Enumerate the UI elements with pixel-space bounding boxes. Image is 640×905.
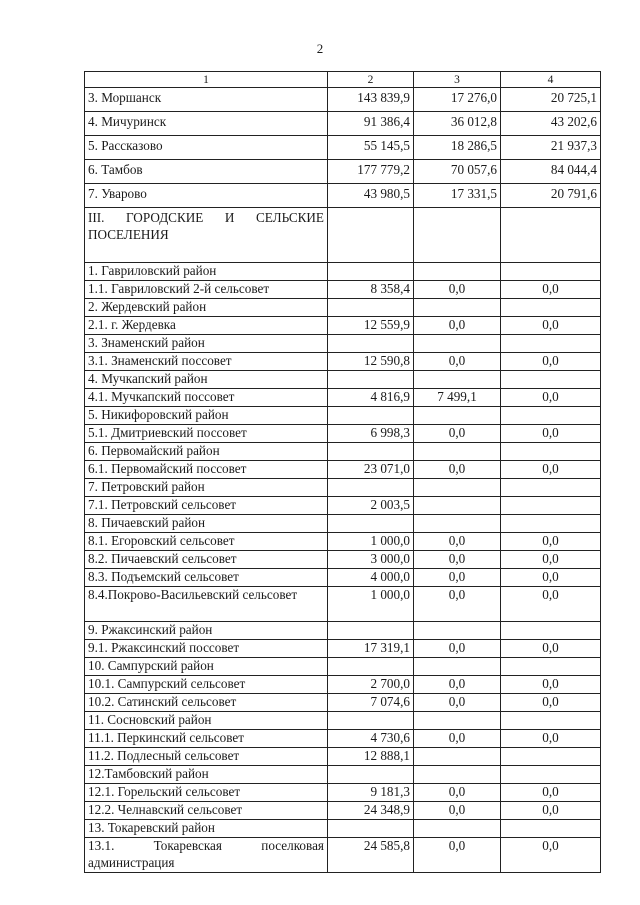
value-col-2: 24 585,8 — [328, 838, 414, 873]
value-col-4 — [501, 712, 601, 730]
value-col-4: 0,0 — [501, 838, 601, 873]
value-col-4: 0,0 — [501, 281, 601, 299]
row-name: 3.1. Знаменский поссовет — [85, 353, 328, 371]
value-col-2: 12 888,1 — [328, 748, 414, 766]
value-col-3: 0,0 — [414, 569, 501, 587]
value-col-2: 2 700,0 — [328, 676, 414, 694]
value-col-3: 0,0 — [414, 587, 501, 622]
row-name: 10. Сампурский район — [85, 658, 328, 676]
column-header-3: 3 — [414, 72, 501, 88]
value-col-4: 0,0 — [501, 694, 601, 712]
district-row — [85, 820, 601, 838]
value-col-2 — [328, 820, 414, 838]
value-col-3: 0,0 — [414, 461, 501, 479]
row-name: 7.1. Петровский сельсовет — [85, 497, 328, 515]
value-col-2 — [328, 371, 414, 389]
value-col-2: 8 358,4 — [328, 281, 414, 299]
value-col-2 — [328, 335, 414, 353]
value-col-2: 12 590,8 — [328, 353, 414, 371]
value-col-3: 0,0 — [414, 425, 501, 443]
row-name: 11.2. Подлесный сельсовет — [85, 748, 328, 766]
value-col-4: 0,0 — [501, 533, 601, 551]
row-name: 6.1. Первомайский поссовет — [85, 461, 328, 479]
value-col-3: 70 057,6 — [414, 160, 501, 184]
value-col-2: 6 998,3 — [328, 425, 414, 443]
value-col-4 — [501, 443, 601, 461]
district-row — [85, 658, 601, 676]
settlement-row — [85, 838, 601, 873]
value-col-4 — [501, 335, 601, 353]
value-col-4 — [501, 622, 601, 640]
value-col-3 — [414, 263, 501, 281]
value-col-2 — [328, 622, 414, 640]
row-name: 5. Никифоровский район — [85, 407, 328, 425]
value-col-2 — [328, 658, 414, 676]
value-col-2: 3 000,0 — [328, 551, 414, 569]
row-name: 8.1. Егоровский сельсовет — [85, 533, 328, 551]
value-col-4 — [501, 497, 601, 515]
value-col-2: 4 730,6 — [328, 730, 414, 748]
value-col-3 — [414, 748, 501, 766]
row-name: 7. Уварово — [85, 184, 328, 208]
settlement-row — [85, 353, 601, 371]
value-col-2: 177 779,2 — [328, 160, 414, 184]
row-name: 10.1. Сампурский сельсовет — [85, 676, 328, 694]
row-name: 3. Знаменский район — [85, 335, 328, 353]
value-col-4: 0,0 — [501, 587, 601, 622]
row-name: 4. Мучкапский район — [85, 371, 328, 389]
value-col-4 — [501, 820, 601, 838]
value-col-2 — [328, 712, 414, 730]
value-col-3: 0,0 — [414, 730, 501, 748]
value-col-3 — [414, 658, 501, 676]
row-name: 8.4.Покрово-Васильевский сельсовет — [85, 587, 328, 622]
value-col-2: 91 386,4 — [328, 112, 414, 136]
row-name: 12.2. Челнавский сельсовет — [85, 802, 328, 820]
value-col-2: 143 839,9 — [328, 88, 414, 112]
value-col-2: 1 000,0 — [328, 587, 414, 622]
value-col-3: 0,0 — [414, 533, 501, 551]
value-col-3 — [414, 712, 501, 730]
value-col-2 — [328, 299, 414, 317]
district-row — [85, 622, 601, 640]
row-name: 12.Тамбовский район — [85, 766, 328, 784]
value-col-3: 0,0 — [414, 640, 501, 658]
value-col-3 — [414, 820, 501, 838]
value-col-3 — [414, 371, 501, 389]
value-col-2: 17 319,1 — [328, 640, 414, 658]
value-col-4: 20 725,1 — [501, 88, 601, 112]
value-col-3: 17 331,5 — [414, 184, 501, 208]
row-name: 10.2. Сатинский сельсовет — [85, 694, 328, 712]
value-col-2 — [328, 515, 414, 533]
value-col-4: 0,0 — [501, 389, 601, 407]
value-col-4 — [501, 371, 601, 389]
value-col-3 — [414, 515, 501, 533]
district-row — [85, 443, 601, 461]
value-col-2: 24 348,9 — [328, 802, 414, 820]
value-col-4: 0,0 — [501, 317, 601, 335]
value-col-3: 0,0 — [414, 694, 501, 712]
value-col-2: 55 145,5 — [328, 136, 414, 160]
value-col-3 — [414, 407, 501, 425]
row-name: 1.1. Гавриловский 2-й сельсовет — [85, 281, 328, 299]
district-row — [85, 712, 601, 730]
empty-cell — [328, 208, 414, 263]
value-col-4: 43 202,6 — [501, 112, 601, 136]
row-name: 13.1. Токаревская поселковая администрация — [85, 838, 328, 873]
value-col-4 — [501, 658, 601, 676]
settlement-row — [85, 425, 601, 443]
column-header-1: 1 — [85, 72, 328, 88]
settlement-row — [85, 730, 601, 748]
value-col-4: 0,0 — [501, 676, 601, 694]
value-col-3: 7 499,1 — [414, 389, 501, 407]
value-col-4: 0,0 — [501, 569, 601, 587]
value-col-3: 36 012,8 — [414, 112, 501, 136]
district-row — [85, 766, 601, 784]
column-header-2: 2 — [328, 72, 414, 88]
settlement-row — [85, 281, 601, 299]
section-title: III. ГОРОДСКИЕ И СЕЛЬСКИЕ ПОСЕЛЕНИЯ — [85, 208, 328, 263]
value-col-4 — [501, 299, 601, 317]
value-col-3: 0,0 — [414, 838, 501, 873]
value-col-4: 0,0 — [501, 551, 601, 569]
table-row — [85, 136, 601, 160]
row-name: 9. Ржаксинский район — [85, 622, 328, 640]
value-col-3: 0,0 — [414, 784, 501, 802]
settlement-row — [85, 784, 601, 802]
value-col-2: 7 074,6 — [328, 694, 414, 712]
row-name: 2. Жердевский район — [85, 299, 328, 317]
row-name: 9.1. Ржаксинский поссовет — [85, 640, 328, 658]
row-name: 6. Тамбов — [85, 160, 328, 184]
value-col-3: 0,0 — [414, 353, 501, 371]
district-row — [85, 299, 601, 317]
district-row — [85, 479, 601, 497]
row-name: 2.1. г. Жердевка — [85, 317, 328, 335]
value-col-3 — [414, 443, 501, 461]
row-name: 11. Сосновский район — [85, 712, 328, 730]
budget-table — [84, 71, 601, 873]
district-row — [85, 335, 601, 353]
value-col-3: 17 276,0 — [414, 88, 501, 112]
value-col-2: 4 000,0 — [328, 569, 414, 587]
table-row — [85, 88, 601, 112]
value-col-4 — [501, 479, 601, 497]
value-col-2: 2 003,5 — [328, 497, 414, 515]
settlement-row — [85, 640, 601, 658]
value-col-3 — [414, 766, 501, 784]
value-col-2 — [328, 263, 414, 281]
value-col-4: 0,0 — [501, 802, 601, 820]
row-name: 11.1. Перкинский сельсовет — [85, 730, 328, 748]
value-col-2: 12 559,9 — [328, 317, 414, 335]
district-row — [85, 263, 601, 281]
settlement-row — [85, 389, 601, 407]
settlement-row — [85, 461, 601, 479]
value-col-3: 0,0 — [414, 281, 501, 299]
value-col-4 — [501, 263, 601, 281]
value-col-4 — [501, 766, 601, 784]
table-body — [85, 72, 601, 873]
row-name: 7. Петровский район — [85, 479, 328, 497]
value-col-4: 0,0 — [501, 640, 601, 658]
row-name: 8.3. Подъемский сельсовет — [85, 569, 328, 587]
section-heading-row — [85, 208, 601, 263]
settlement-row — [85, 533, 601, 551]
row-name: 6. Первомайский район — [85, 443, 328, 461]
value-col-4 — [501, 748, 601, 766]
value-col-3: 18 286,5 — [414, 136, 501, 160]
column-header-4: 4 — [501, 72, 601, 88]
empty-cell — [414, 208, 501, 263]
value-col-2: 23 071,0 — [328, 461, 414, 479]
value-col-4: 0,0 — [501, 730, 601, 748]
table-row — [85, 160, 601, 184]
settlement-row — [85, 748, 601, 766]
value-col-4 — [501, 407, 601, 425]
table-row — [85, 112, 601, 136]
page-number: 2 — [316, 41, 324, 56]
settlement-row — [85, 569, 601, 587]
value-col-3 — [414, 497, 501, 515]
district-row — [85, 515, 601, 533]
value-col-2 — [328, 407, 414, 425]
settlement-row — [85, 802, 601, 820]
empty-cell — [501, 208, 601, 263]
value-col-3: 0,0 — [414, 551, 501, 569]
row-name: 12.1. Горельский сельсовет — [85, 784, 328, 802]
settlement-row — [85, 551, 601, 569]
value-col-4: 0,0 — [501, 461, 601, 479]
value-col-2: 1 000,0 — [328, 533, 414, 551]
value-col-3 — [414, 299, 501, 317]
row-name: 5.1. Дмитриевский поссовет — [85, 425, 328, 443]
value-col-4: 84 044,4 — [501, 160, 601, 184]
value-col-2 — [328, 479, 414, 497]
district-row — [85, 407, 601, 425]
value-col-3: 0,0 — [414, 676, 501, 694]
value-col-2 — [328, 766, 414, 784]
row-name: 5. Рассказово — [85, 136, 328, 160]
table-header-row — [85, 72, 601, 88]
value-col-4: 0,0 — [501, 425, 601, 443]
value-col-2: 43 980,5 — [328, 184, 414, 208]
row-name: 8. Пичаевский район — [85, 515, 328, 533]
value-col-3: 0,0 — [414, 317, 501, 335]
value-col-4: 0,0 — [501, 353, 601, 371]
value-col-3 — [414, 479, 501, 497]
value-col-2: 9 181,3 — [328, 784, 414, 802]
settlement-row — [85, 587, 601, 622]
row-name: 1. Гавриловский район — [85, 263, 328, 281]
settlement-row — [85, 694, 601, 712]
row-name: 13. Токаревский район — [85, 820, 328, 838]
settlement-row — [85, 317, 601, 335]
value-col-4 — [501, 515, 601, 533]
row-name: 3. Моршанск — [85, 88, 328, 112]
district-row — [85, 371, 601, 389]
row-name: 8.2. Пичаевский сельсовет — [85, 551, 328, 569]
value-col-2: 4 816,9 — [328, 389, 414, 407]
settlement-row — [85, 676, 601, 694]
table-row — [85, 184, 601, 208]
value-col-4: 20 791,6 — [501, 184, 601, 208]
value-col-4: 0,0 — [501, 784, 601, 802]
settlement-row — [85, 497, 601, 515]
row-name: 4. Мичуринск — [85, 112, 328, 136]
value-col-3: 0,0 — [414, 802, 501, 820]
value-col-4: 21 937,3 — [501, 136, 601, 160]
value-col-3 — [414, 622, 501, 640]
row-name: 4.1. Мучкапский поссовет — [85, 389, 328, 407]
value-col-3 — [414, 335, 501, 353]
value-col-2 — [328, 443, 414, 461]
